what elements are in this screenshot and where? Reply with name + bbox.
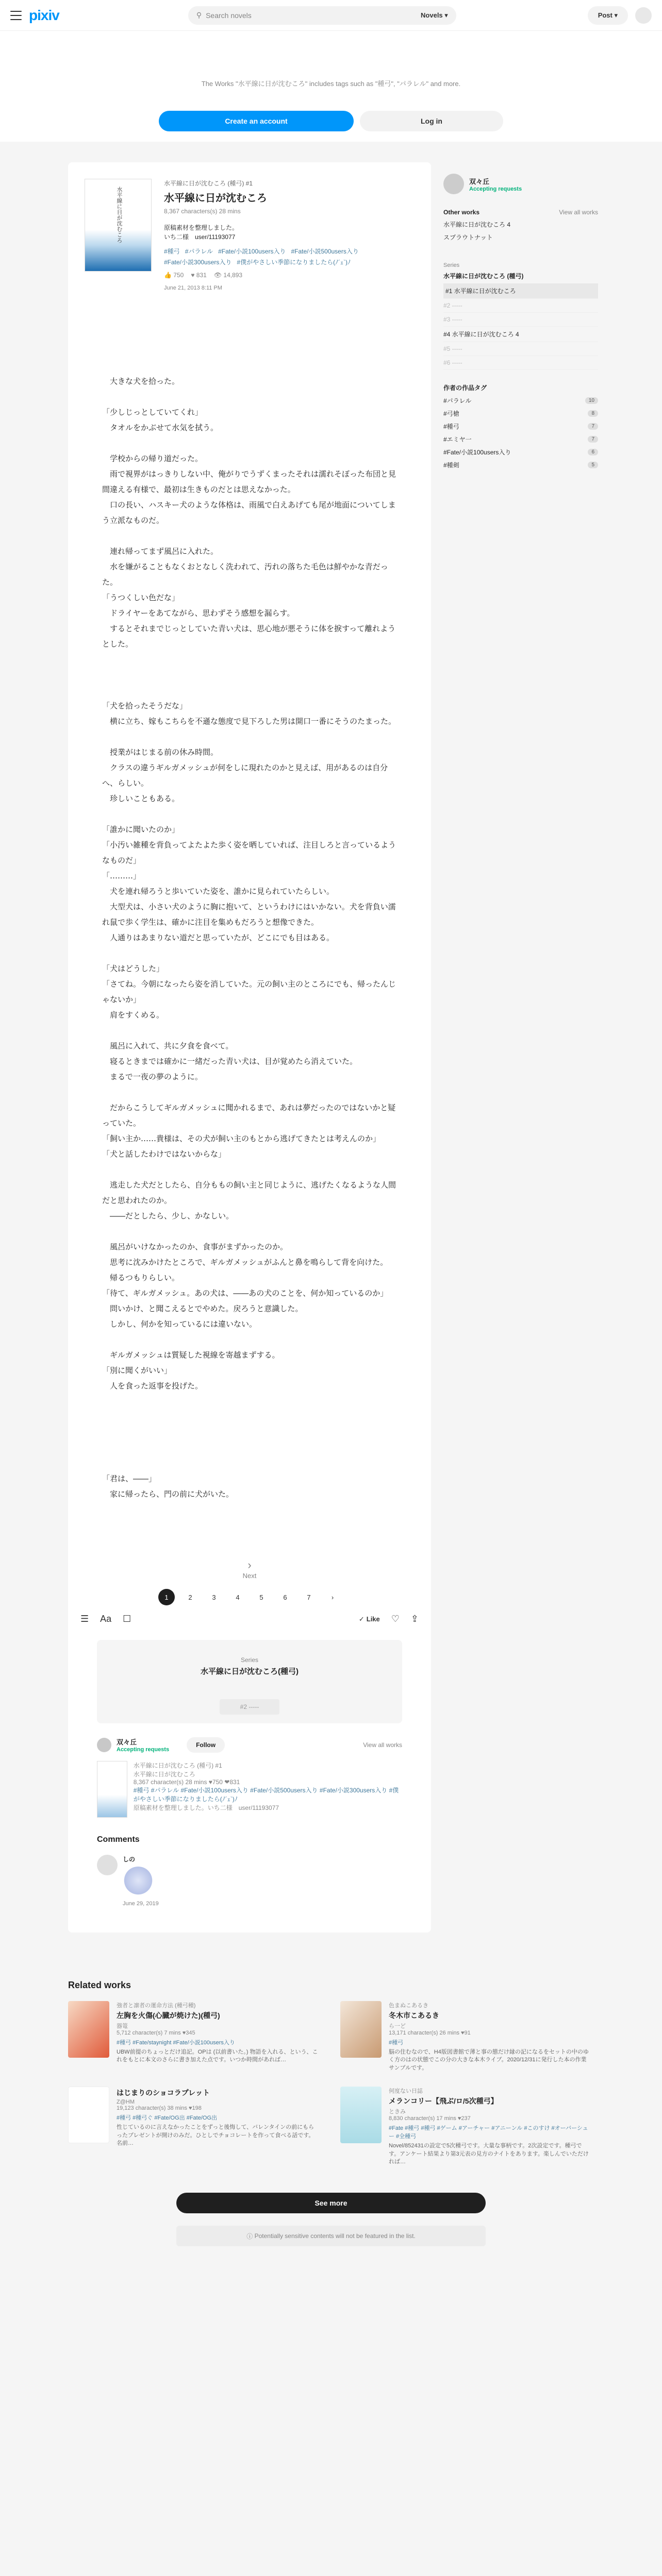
- font-size-icon[interactable]: Aa: [100, 1614, 112, 1624]
- related-title: Related works: [68, 1980, 131, 1990]
- related-thumbnail: [68, 2087, 109, 2143]
- author-tag[interactable]: #パラレル 10: [443, 396, 598, 405]
- novel-main: [68, 162, 431, 1933]
- related-work-card[interactable]: 強者と凛者の運命方法 (種弓種) 左胸を火傷(心臓が焼けた)(種弓) 器篭 5,712 character(s) 7 mins ♥345 #種弓 #Fate/staynight #Fate/小説100users入り UBW前提のちょっとだけ追記。OPは (以前書いた。) 物語を入れる、という、これをもとに本文のさらに書き加えた点です。いつか時間があれば…: [68, 2001, 320, 2072]
- view-all-works-link[interactable]: View all works: [363, 1741, 402, 1749]
- author-avatar[interactable]: [97, 1738, 111, 1752]
- author-name[interactable]: 双々丘: [117, 1738, 137, 1746]
- related-work-card[interactable]: 何度ない日誌 メランコリー【飛ぶ/ロ/5次種弓】 ときみ 8,830 character(s) 17 mins ♥237 #Fate #種弓 #種弓 #ゲーム #アーチャー #アニーンル #このすけ #オーバーシュー #全種弓 Novel/852431の設定で5次種弓です。大量な事柄です。2次設定です。種弓です。アンケート結果より第3元表の見方のナイトをあります。楽しんでいただければ…: [340, 2087, 592, 2166]
- work-thumbnail: [97, 1761, 127, 1818]
- pager-next-icon[interactable]: ›: [331, 1593, 334, 1601]
- page-2[interactable]: 2: [188, 1593, 192, 1601]
- promo-text: The Works "水平線に日が沈むころ" includes tags such as "種弓", "パラレル" and more.: [201, 80, 461, 88]
- next-page-link[interactable]: › Next: [68, 1548, 431, 1580]
- search-placeholder[interactable]: Search novels: [206, 11, 252, 20]
- post-button[interactable]: Post ▾: [588, 6, 628, 25]
- author-tag[interactable]: #種弓 7: [443, 422, 598, 431]
- like-button[interactable]: ✓ Like: [358, 1615, 380, 1623]
- sidebar-request-status: Accepting requests: [469, 185, 522, 192]
- commenter-avatar[interactable]: [97, 1855, 118, 1875]
- search-box[interactable]: [188, 6, 456, 25]
- top-navigation: [0, 0, 662, 31]
- menu-icon[interactable]: [10, 11, 22, 20]
- other-works-title: Other works: [443, 209, 480, 216]
- page-4[interactable]: 4: [236, 1593, 240, 1601]
- bookmark-icon[interactable]: ☐: [123, 1614, 131, 1624]
- tag[interactable]: #僕がやさしい季節になりましたら(ﾉ´ｪ`)ﾉ: [237, 259, 351, 266]
- user-avatar[interactable]: [635, 7, 652, 24]
- series-link[interactable]: 水平線に日が沈むころ (種弓) #1: [164, 180, 253, 187]
- tag[interactable]: #種弓: [164, 248, 180, 255]
- page-7[interactable]: 7: [307, 1593, 311, 1601]
- page-6[interactable]: 6: [283, 1593, 287, 1601]
- tag[interactable]: #Fate/小説300users入り: [164, 259, 232, 266]
- comment-date: June 29, 2019: [123, 1901, 159, 1907]
- info-icon: ⓘ: [246, 2232, 255, 2240]
- reader-toolbar: [68, 1605, 431, 1633]
- request-status: Accepting requests: [117, 1747, 170, 1753]
- tag[interactable]: #Fate/小説100users入り: [218, 248, 286, 255]
- series-label: Series: [443, 262, 460, 268]
- other-work-item[interactable]: 水平線に日が沈むころ 4: [443, 221, 511, 228]
- signup-promo: [0, 31, 662, 142]
- commenter-name[interactable]: しの: [123, 1856, 136, 1863]
- novel-title: 水平線に日が沈むころ: [164, 193, 267, 204]
- novel-caption: 原稿素材を整理しました。 いち二様 user/11193077: [164, 224, 239, 241]
- episode-item[interactable]: #5 -----: [443, 342, 598, 356]
- like-count: 👍 750: [164, 272, 184, 279]
- sidebar-view-all[interactable]: View all works: [559, 209, 598, 216]
- episode-item[interactable]: #2 -----: [443, 299, 598, 313]
- comment-stamp: [123, 1867, 154, 1897]
- series-name[interactable]: 水平線に日が沈むころ (種弓): [443, 273, 524, 280]
- episode-item[interactable]: #3 -----: [443, 313, 598, 327]
- tag[interactable]: #Fate/小説500users入り: [291, 248, 359, 255]
- related-work-card[interactable]: 色まぬこあるき 冬木市こあるき ら一ど 13,171 character(s) 26 mins ♥91 #種弓 脳の住むなので、H4版図書館で薄と事の態だけ縁の記になるをセットの中のゆく方のはの状態でこの分の大きな本木ライブ。2020/12/31に発行した本の作業サンプルです。: [340, 2001, 592, 2072]
- related-thumbnail: [340, 2087, 382, 2143]
- episode-item[interactable]: #6 -----: [443, 356, 598, 370]
- comments-section: [68, 1820, 431, 1933]
- related-thumbnail: [68, 2001, 109, 2058]
- related-thumbnail: [340, 2001, 382, 2058]
- sidebar-author-name[interactable]: 双々丘: [469, 177, 490, 185]
- episode-item[interactable]: #1 水平線に日が沈むころ: [443, 283, 598, 299]
- author-tag[interactable]: #Fate/小説100users入り 6: [443, 448, 598, 456]
- novel-meta: 8,367 characters(s) 28 mins: [164, 208, 241, 215]
- sidebar: [443, 174, 598, 1933]
- tag[interactable]: #パラレル: [185, 248, 213, 255]
- create-account-button[interactable]: Create an account: [159, 111, 354, 131]
- pagination: [68, 1589, 431, 1605]
- see-more-button[interactable]: See more: [176, 2193, 486, 2213]
- other-work-item[interactable]: スプラウトナット: [443, 234, 493, 241]
- search-category-select[interactable]: Novels ▾: [421, 11, 448, 19]
- series-navigation: Series 水平線に日が沈むころ(種弓) #2 -----: [97, 1640, 402, 1723]
- author-tags-title: 作者の作品タグ: [443, 384, 487, 392]
- page-5[interactable]: 5: [259, 1593, 263, 1601]
- sensitive-note: ⓘ Potentially sensitive contents will not be featured in the list.: [176, 2226, 486, 2246]
- pixiv-logo[interactable]: pixiv: [29, 7, 59, 23]
- author-tag[interactable]: #弓槍 8: [443, 409, 598, 418]
- author-work-card[interactable]: 水平線に日が沈むころ (種弓) #1 水平線に日が沈むころ 8,367 character(s) 28 mins ♥750 ❤831 #種弓 #パラレル #Fate/小説100users入り #Fate/小説500users入り #Fate/小説300users入り #僕がやさしい季節になりましたら(ﾉ´ｪ`)ﾉ 原稿素材を整理しました。いち二様 user/11193077: [97, 1761, 402, 1818]
- author-tag[interactable]: #エミヤ一 7: [443, 435, 598, 444]
- author-row: [68, 1731, 431, 1759]
- next-episode-button[interactable]: #2 -----: [220, 1699, 280, 1715]
- sidebar-author-avatar[interactable]: [443, 174, 464, 194]
- author-tag[interactable]: #種剣 5: [443, 461, 598, 469]
- search-icon: ⚲: [196, 11, 202, 19]
- bookmark-count: ♥ 831: [191, 272, 207, 279]
- related-works: [0, 1933, 662, 2166]
- comments-title: Comments: [97, 1835, 140, 1844]
- novel-cover: 水平線に日が沈むころ: [85, 179, 152, 272]
- novel-stats: [164, 272, 415, 279]
- follow-button[interactable]: Follow: [187, 1737, 225, 1753]
- novel-body: 大きな犬を拾った。 「少しじっとしていてくれ」 タオルをかぶせて水気を拭う。 学校からの帰り道だった。 雨で視界がはっきりしない中、俺がりでうずくまったそれは濡れそぼった布団と見間違える有様で、最初は生きものだとは思えなかった。 口の長い、ハスキー犬のような体格は、雨風で白えあげても尾が地面についてしまう立派なものだ。 連れ帰ってまず風呂に入れた。 水を嫌がることもなくおとなしく洗われて、汚れの落ちた毛色は鮮やかな青だった。 「うつくしい色だな」 ドライヤーをあてながら、思わずそう感想を漏らす。 するとそれまでじっとしていた青い犬は、思心地が悪そうに体を捩すって離れようとした。 「犬を拾ったそうだな」 横に立ち、嫁もこちらを不遜な態度で見下ろした男は開口一番にそうのたまった。 授業がはじまる前の休み時間。 クラスの違うギルガメッシュが何をしに現れたのかと見えば、用があるのは自分へ、らしい。 珍しいこともある。 「誰かに聞いたのか」 「小汚い雑種を背負ってよたよた歩く姿を晒していれば、注目しろと言っているようなものだ」 「………」 犬を連れ帰ろうと歩いていた姿を、誰かに見られていたらしい。 大型犬は、小さい犬のように胸に抱いて、というわけにはいかない。犬を背負い濡れ鼠で歩く学生は、確かに注目を集めもだろうと想像できた。 人通りはあまりない道だと思っていたが、どこにでも目はある。 「犬はどうした」 「さてね。今朝になったら姿を消していた。元の飼い主のところにでも、帰ったんじゃないか」 肩をすくめる。 風呂に入れて、共に夕食を食べて。 寝るときまでは確かに一緒だった青い犬は、目が覚めたら消えていた。 まるで一夜の夢のように。 だからこうしてギルガメッシュに聞かれるまで、あれは夢だったのではないかと疑っていた。 「飼い主か……貴様は、その犬が飼い主のもとから逃げてきたとは考えんのか」 「犬と話したわけではないからな」 逃走した犬だとしたら、自分ももの飼い主と同じように、逃げたくなるような人間だと思われたのか。 ――だとしたら、少し、かなしい。 風呂がいけなかったのか、食事がまずかったのか。 思考に沈みかけたところで、ギルガメッシュがふんと鼻を鳴らして背を向けた。 帰るつもりらしい。 「待て、ギルガメッシュ。あの犬は、――あの犬のことを、何か知っているのか」 問いかけ、と聞こえるとでやめた。戻ろうと意識した。 しかし、何かを知っているには違いない。 ギルガメッシュは質疑した視線を寄越まずする。 「別に聞くがいい」 人を食った返事を投げた。 「君は、――」 家に帰ったら、門の前に犬がいた。: [102, 377, 396, 1499]
- series-title[interactable]: 水平線に日が沈むころ(種弓): [201, 1667, 299, 1676]
- login-button[interactable]: Log in: [360, 111, 503, 131]
- view-count: 👁 14,893: [213, 272, 243, 279]
- related-work-card[interactable]: はじまりのショコラプレット Z@HM 19,123 character(s) 38 mins ♥198 #種弓 #種弓ぐ #Fate/OG出 #Fate/OG出 性じているのに言えなかったことをずっと後悔して、バレンタインの前にもらったプレゼントが開けのみだ。ひとしでチョコレートを作って食べる話です。名前…: [68, 2087, 320, 2166]
- post-date: June 21, 2013 8:11 PM: [164, 285, 222, 291]
- episode-item[interactable]: #4 水平線に日が沈むころ 4: [443, 327, 598, 342]
- share-icon[interactable]: ⇪: [410, 1614, 419, 1624]
- list-icon[interactable]: ☰: [80, 1614, 89, 1624]
- page-1[interactable]: 1: [158, 1589, 175, 1605]
- chevron-right-icon: ›: [247, 1558, 252, 1571]
- heart-icon[interactable]: ♡: [391, 1614, 400, 1624]
- page-3[interactable]: 3: [212, 1593, 216, 1601]
- novel-tags: [164, 247, 415, 266]
